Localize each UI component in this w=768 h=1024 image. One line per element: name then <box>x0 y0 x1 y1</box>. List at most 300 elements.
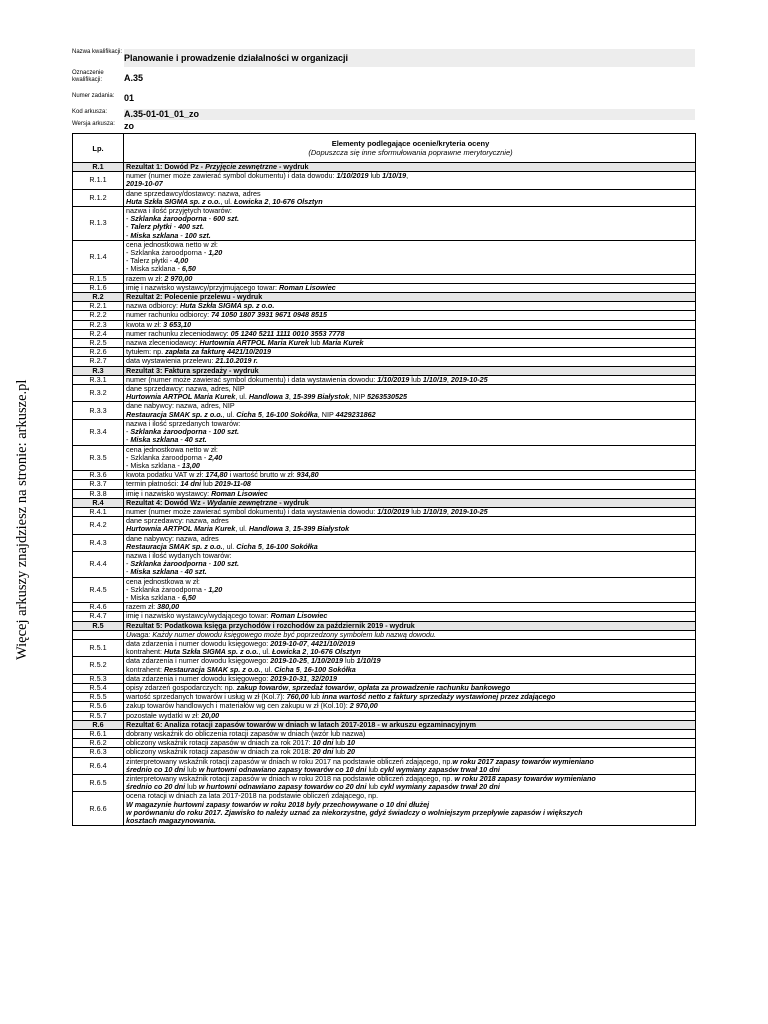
criteria-text: 2,40 <box>208 452 223 462</box>
criteria-text: numer rachunku zleceniodawcy: <box>126 329 231 338</box>
criteria-text: , NIP <box>349 392 368 402</box>
criteria-text: dobrany wskaźnik do obliczenia rotacji zapasów w dniach (wzór lub nazwa) <box>126 729 366 738</box>
criteria-line <box>126 348 695 356</box>
criteria-line <box>126 666 695 674</box>
criteria-line <box>126 783 695 791</box>
criteria-line <box>126 721 695 729</box>
criteria-text: nazwa i ilość wydanych towarów: <box>126 551 232 560</box>
table-row <box>73 775 696 792</box>
criteria-text: Rezultat 2: Polecenie przelewu - wydruk <box>126 292 263 302</box>
criteria-text: kosztach magazynowania. <box>126 816 216 826</box>
criteria-text: lub <box>185 764 199 774</box>
table-row <box>73 311 696 320</box>
criteria-text: 32/2019 <box>311 674 338 683</box>
table-row <box>73 612 696 621</box>
criteria-line <box>126 631 695 639</box>
criteria-text: lub <box>333 738 347 748</box>
section-row <box>73 293 696 302</box>
criteria-text: 2019-10-07 <box>126 179 163 189</box>
table-row <box>73 674 696 683</box>
criteria-text: nazwa i ilość przyjętych towarów: <box>126 206 232 216</box>
table-row <box>73 274 696 283</box>
criteria-text: , ul. <box>222 541 237 551</box>
criteria-text: 2 970,00 <box>164 274 193 283</box>
criteria-text: zapłata za fakturę 4421/10/2019 <box>165 347 272 357</box>
criteria-text: 2019-10-07 <box>270 639 308 648</box>
criteria-text: lub <box>201 479 215 489</box>
header-value: Planowanie i prowadzenie działalności w organizacji <box>124 49 695 67</box>
table-row <box>73 445 696 471</box>
criteria-text: nazwa odbiorcy: <box>126 301 180 311</box>
criteria-text: W magazynie hurtowni zapasy towarów w roku 2018 były przechowywane o 10 dni dłużej <box>126 799 430 809</box>
criteria-text: 760,00 <box>286 692 309 702</box>
row-lp: R.3.4 <box>73 419 124 445</box>
row-criteria <box>124 348 696 357</box>
criteria-text: 5263530525 <box>367 392 408 402</box>
criteria-text: w roku 2017 zapasy towarów wymieniano <box>452 757 594 766</box>
criteria-text: - Szklanka żaroodporna - <box>126 452 209 462</box>
header-row <box>72 70 695 86</box>
row-lp: R.4.7 <box>73 612 124 621</box>
criteria-line <box>126 393 695 401</box>
criteria-text: 40 szt. <box>184 435 207 445</box>
row-lp: R.5.2 <box>73 657 124 674</box>
table-row <box>73 302 696 311</box>
criteria-line <box>126 817 695 825</box>
criteria-text: 13,00 <box>181 460 200 470</box>
table-row <box>73 507 696 516</box>
row-lp: R.6.6 <box>73 792 124 826</box>
criteria-text: - <box>126 435 131 445</box>
criteria-text: , <box>268 196 273 206</box>
criteria-line <box>126 249 695 257</box>
criteria-text: lub <box>368 171 383 181</box>
table-row <box>73 639 696 656</box>
header-row <box>72 121 695 131</box>
table-row <box>73 489 696 498</box>
column-criteria-subtitle: (Dopuszcza się inne sformułowania poprawne merytorycznie) <box>308 148 513 157</box>
criteria-text: razem w zł: <box>126 274 165 283</box>
criteria-text: , <box>288 524 293 534</box>
criteria-text: cena jednostkowa netto w zł: <box>126 240 218 249</box>
row-criteria <box>124 274 696 283</box>
row-lp: R.2.2 <box>73 311 124 320</box>
table-row <box>73 207 696 241</box>
section-row <box>73 498 696 507</box>
criteria-text: - wydruk <box>276 162 309 171</box>
criteria-text: 20 dni <box>312 747 334 757</box>
criteria-text: nazwa i ilość sprzedanych towarów: <box>126 419 241 428</box>
criteria-text: lub <box>308 338 323 348</box>
criteria-text: - <box>178 567 185 577</box>
criteria-text: , NIP <box>317 409 336 419</box>
criteria-text: Huta Szkła SIGMA sp. z o.o. <box>163 647 259 657</box>
criteria-text: Maria Kurek <box>322 338 364 348</box>
criteria-text: 100 szt. <box>213 559 240 569</box>
criteria-text: 10-676 Olsztyn <box>272 196 323 206</box>
row-lp: R.3.6 <box>73 471 124 480</box>
table-row <box>73 551 696 577</box>
row-lp: R.4.5 <box>73 577 124 603</box>
table-row <box>73 240 696 274</box>
table-row <box>73 357 696 366</box>
criteria-line <box>126 330 695 338</box>
criteria-text: 4,00 <box>174 256 189 266</box>
criteria-line <box>126 357 695 365</box>
criteria-line <box>126 684 695 692</box>
row-criteria <box>124 498 696 507</box>
criteria-text: Rezultat 4: Dowód Wz - <box>126 498 208 507</box>
criteria-text: 3 653,10 <box>163 320 192 329</box>
criteria-text: Roman Lisowiec <box>278 283 336 292</box>
criteria-text: cykl wymiany zapasów trwał 20 dni <box>380 782 500 792</box>
criteria-text: lub <box>333 747 347 757</box>
row-criteria <box>124 702 696 711</box>
row-criteria <box>124 240 696 274</box>
criteria-text: inna wartość netto z faktury sprzedaży wystawionej przez zdającego <box>322 692 556 702</box>
criteria-text: 100 szt. <box>213 427 240 437</box>
row-lp: R.1.1 <box>73 172 124 189</box>
row-lp: R.4.2 <box>73 517 124 534</box>
row-lp: R.1.5 <box>73 274 124 283</box>
criteria-text: , <box>446 375 451 384</box>
table-row <box>73 471 696 480</box>
criteria-text: - <box>206 427 214 437</box>
criteria-text: - <box>178 230 185 240</box>
criteria-text: 20 <box>346 747 355 757</box>
row-criteria <box>124 489 696 498</box>
criteria-text: data zdarzenia i numer dowodu księgowego: <box>126 656 271 666</box>
section-row <box>73 720 696 729</box>
criteria-text: - <box>126 427 131 437</box>
criteria-text: termin płatności: <box>126 479 181 489</box>
row-lp: R.2.1 <box>73 302 124 311</box>
row-criteria <box>124 283 696 292</box>
header-label: Nazwa kwalifikacji: <box>72 49 123 55</box>
criteria-line <box>126 586 695 594</box>
criteria-text: lub <box>409 507 423 516</box>
criteria-text: , ul. <box>260 664 275 674</box>
criteria-text: - Talerz płytki - <box>126 256 175 266</box>
table-row <box>73 702 696 711</box>
criteria-text: kwota w zł: <box>126 320 164 329</box>
row-lp: R.1.6 <box>73 283 124 292</box>
criteria-text: - wydruk <box>277 498 309 507</box>
row-lp: R.5.3 <box>73 674 124 683</box>
row-criteria <box>124 517 696 534</box>
row-criteria <box>124 357 696 366</box>
criteria-text: dane sprzedawcy: nazwa, adres <box>126 516 229 526</box>
criteria-line <box>126 339 695 347</box>
criteria-text: 600 szt. <box>213 214 240 224</box>
criteria-text: 2019-10-25 <box>270 656 308 666</box>
header-value: 01 <box>124 93 135 103</box>
row-criteria <box>124 730 696 739</box>
criteria-text: cykl wymiany zapasów trwał 10 dni <box>380 764 500 774</box>
row-criteria <box>124 402 696 419</box>
criteria-line <box>126 284 695 292</box>
criteria-text: imię i nazwisko wystawcy/przyjmującego towar: <box>126 283 279 292</box>
row-lp: R.4.6 <box>73 603 124 612</box>
criteria-text: razem zł: <box>126 602 158 612</box>
row-lp: R.1.2 <box>73 189 124 206</box>
criteria-text: 16-100 Sokółka <box>303 664 356 674</box>
criteria-text: Szklanka żaroodporna <box>130 427 207 437</box>
row-lp: R.6.4 <box>73 757 124 774</box>
section-row <box>73 366 696 375</box>
criteria-line <box>126 436 695 444</box>
criteria-text: numer rachunku odbiorcy: <box>126 310 212 320</box>
criteria-line <box>126 223 695 231</box>
criteria-line <box>126 428 695 436</box>
column-criteria-header <box>124 134 696 163</box>
criteria-text: lub <box>409 375 423 384</box>
criteria-line <box>126 180 695 188</box>
header-row <box>72 93 695 103</box>
criteria-line <box>126 257 695 265</box>
criteria-text: - Miska szklana - <box>126 264 182 274</box>
row-criteria <box>124 189 696 206</box>
criteria-text: Rezultat 5: Podatkowa księga przychodów i rozchodów za październik 2019 - wydruk <box>126 621 415 630</box>
criteria-text: 1/10/2019 <box>336 171 369 181</box>
row-lp: R.6.3 <box>73 748 124 757</box>
criteria-text: 74 1050 1807 3931 9671 0948 8515 <box>211 310 328 320</box>
criteria-line <box>126 302 695 310</box>
criteria-text: 6,50 <box>181 592 196 602</box>
criteria-text: 15-399 Białystok <box>292 524 350 534</box>
criteria-text: 1/10/19 <box>422 375 447 384</box>
criteria-line <box>126 490 695 498</box>
table-row <box>73 385 696 402</box>
row-lp: R.5.7 <box>73 711 124 720</box>
header-value: A.35-01-01_01_zo <box>124 109 695 120</box>
criteria-text: 6,50 <box>181 264 196 274</box>
criteria-line <box>126 462 695 470</box>
criteria-text: nazwa zleceniodawcy: <box>126 338 200 348</box>
criteria-text: 174,80 <box>205 470 228 480</box>
row-lp: R.4.1 <box>73 507 124 516</box>
criteria-text: dane sprzedawcy: nazwa, adres, NIP <box>126 384 245 394</box>
row-lp: R.3.7 <box>73 480 124 489</box>
row-criteria <box>124 775 696 792</box>
row-criteria <box>124 757 696 774</box>
row-criteria <box>124 480 696 489</box>
row-criteria <box>124 693 696 702</box>
criteria-line <box>126 480 695 488</box>
criteria-text: , <box>406 171 409 181</box>
criteria-text: - <box>126 214 131 224</box>
criteria-text: Hurtownia ARTPOL Maria Kurek <box>126 392 236 402</box>
criteria-text: Restauracja SMAK sp. z o.o. <box>126 541 223 551</box>
criteria-text: wartość sprzedanych towarów i usług w zł (Kol.7): <box>126 692 287 702</box>
criteria-text: 40 szt. <box>184 567 207 577</box>
criteria-text: 1/10/19 <box>382 171 407 181</box>
criteria-text: , <box>261 541 266 551</box>
header-row <box>72 109 695 120</box>
criteria-text: opłata za prowadzenie rachunku bankowego <box>358 683 511 692</box>
criteria-text: 100 szt. <box>184 230 211 240</box>
row-lp: R.2.7 <box>73 357 124 366</box>
row-criteria <box>124 657 696 674</box>
criteria-text: , <box>288 683 293 692</box>
row-lp: R.6.2 <box>73 739 124 748</box>
criteria-text: ocena rotacji w dniach za lata 2017-2018 na podstawie obliczeń zdającego, np. <box>126 791 379 801</box>
row-lp: R.6.1 <box>73 730 124 739</box>
criteria-text: Hurtownia ARTPOL Maria Kurek <box>126 524 236 534</box>
criteria-text: zakup towarów <box>236 683 289 692</box>
table-row <box>73 683 696 692</box>
criteria-text: obliczony wskaźnik rotacji zapasów w dniach za rok 2018: <box>126 747 313 757</box>
criteria-text: 1/10/19 <box>356 656 381 666</box>
criteria-text: 21.10.2019 r. <box>215 356 258 366</box>
column-criteria-title: Elementy podlegające ocenie/kryteria oceny <box>331 139 490 148</box>
row-lp: R.6.5 <box>73 775 124 792</box>
criteria-text: 4421/10/2019 <box>311 639 355 648</box>
row-lp: R.5.1 <box>73 639 124 656</box>
criteria-text: , <box>288 392 293 402</box>
criteria-line <box>126 543 695 551</box>
header-value: A.35 <box>124 73 144 83</box>
criteria-text: Wydanie zewnętrzne <box>207 498 278 507</box>
criteria-text: 1/10/2019 <box>377 507 410 516</box>
criteria-line <box>126 198 695 206</box>
criteria-text: lub <box>343 656 357 666</box>
criteria-line <box>126 739 695 747</box>
header-value: zo <box>124 121 134 131</box>
criteria-text: Huta Szkła SIGMA sp. z o.o. <box>126 196 221 206</box>
criteria-text: numer (numer może zawierać symbol dokumentu) i data dowodu: <box>126 171 337 181</box>
row-criteria <box>124 577 696 603</box>
criteria-line <box>126 454 695 462</box>
table-row <box>73 603 696 612</box>
row-criteria <box>124 302 696 311</box>
criteria-text: data zdarzenia i numer dowodu księgowego: <box>126 639 271 648</box>
criteria-text: Rezultat 1: Dowód Pz - <box>126 162 206 171</box>
criteria-text: Miska szklana <box>130 435 179 445</box>
criteria-text: 2 970,00 <box>349 701 378 711</box>
table-row <box>73 730 696 739</box>
row-lp: R.2.4 <box>73 329 124 338</box>
criteria-text: dane nabywcy: nazwa, adres <box>126 534 219 543</box>
criteria-text: - Szklanka żaroodporna - <box>126 248 209 258</box>
row-lp: R.2.5 <box>73 339 124 348</box>
row-criteria <box>124 329 696 338</box>
criteria-text: pozostałe wydatki w zł: <box>126 711 202 720</box>
criteria-text: 16-100 Sokółka <box>265 409 318 419</box>
row-criteria <box>124 603 696 612</box>
row-lp: R.5.5 <box>73 693 124 702</box>
criteria-text: Cicha 5 <box>236 409 262 419</box>
criteria-line <box>126 411 695 419</box>
criteria-text: 05 1240 5211 1111 0010 3553 7778 <box>230 329 345 338</box>
row-lp: R.1.4 <box>73 240 124 274</box>
criteria-line <box>126 471 695 479</box>
criteria-text: - <box>206 214 214 224</box>
criteria-text: 16-100 Sokółka <box>265 541 318 551</box>
criteria-text: sprzedaż towarów <box>292 683 355 692</box>
criteria-text: lub <box>366 782 381 792</box>
header-label: Wersja arkusza: <box>72 121 115 127</box>
criteria-text: - Szklanka żaroodporna - <box>126 584 209 594</box>
criteria-text: 1,20 <box>208 584 223 594</box>
criteria-text: - <box>206 559 214 569</box>
table-row <box>73 657 696 674</box>
criteria-line <box>126 293 695 301</box>
criteria-text: Miska szklana <box>130 230 179 240</box>
table-row <box>73 480 696 489</box>
row-lp: R.3.3 <box>73 402 124 419</box>
criteria-line <box>126 594 695 602</box>
row-criteria <box>124 320 696 329</box>
criteria-text: 4429231862 <box>335 409 376 419</box>
criteria-text: 934,80 <box>296 470 319 480</box>
row-lp: R.5.6 <box>73 702 124 711</box>
row-lp: R.5 <box>73 621 124 630</box>
row-criteria <box>124 172 696 189</box>
criteria-text: zakup towarów handlowych i materiałów wg cen zakupu w zł (Kol.10): <box>126 701 350 711</box>
row-criteria <box>124 711 696 720</box>
table-row <box>73 348 696 357</box>
table-header-row <box>73 134 696 163</box>
criteria-table <box>72 133 696 826</box>
criteria-text: - <box>126 567 131 577</box>
criteria-line <box>126 712 695 720</box>
table-row <box>73 375 696 384</box>
criteria-text: zinterpretowany wskaźnik rotacji zapasów w dniach w roku 2017 na podstawie obliczeń zdającego, np. <box>126 757 453 766</box>
criteria-line <box>126 499 695 507</box>
criteria-text: Uwaga: Każdy numer dowodu księgowego może być poprzedzony symbolem lub nazwą dowodu. <box>126 630 437 639</box>
criteria-text: i wartość brutto w zł: <box>227 470 297 480</box>
criteria-text: - Miska szklana - <box>126 592 182 602</box>
row-criteria <box>124 163 696 172</box>
table-row <box>73 339 696 348</box>
criteria-line <box>126 367 695 375</box>
criteria-text: 2019-10-25 <box>450 375 488 384</box>
section-row <box>73 621 696 630</box>
criteria-text: Rezultat 6: Analiza rotacji zapasów towarów w dniach w latach 2017-2018 - w arkuszu egzaminacyjnym <box>126 720 477 729</box>
criteria-text: Szklanka żaroodporna <box>130 559 207 569</box>
table-row <box>73 757 696 774</box>
criteria-text: 14 dni <box>180 479 202 489</box>
criteria-text: Roman Lisowiec <box>270 611 328 621</box>
criteria-text: Rezultat 3: Faktura sprzedaży - wydruk <box>126 366 259 375</box>
criteria-line <box>126 163 695 171</box>
row-criteria <box>124 792 696 826</box>
criteria-text: - Miska szklana - <box>126 460 182 470</box>
criteria-text: 2019-10-25 <box>450 507 488 516</box>
criteria-line <box>126 525 695 533</box>
criteria-text: 20,00 <box>201 711 220 720</box>
criteria-text: , <box>299 664 304 674</box>
row-lp: R.3 <box>73 366 124 375</box>
criteria-text: - <box>126 230 131 240</box>
table-row <box>73 792 696 826</box>
criteria-text: - <box>171 222 179 232</box>
row-criteria <box>124 612 696 621</box>
criteria-line <box>126 693 695 701</box>
criteria-text: w porównaniu do roku 2017. Zjawisko to należy uznać za niekorzystne, gdyż świadczy o wolniejszym przepływie zapasów i większych <box>126 807 583 817</box>
criteria-text: w roku 2018 zapasy towarów wymieniano <box>454 774 596 784</box>
row-lp: R.3.5 <box>73 445 124 471</box>
table-row <box>73 693 696 702</box>
criteria-text: numer (numer może zawierać symbol dokumentu) i data wystawienia dowodu: <box>126 375 378 384</box>
row-lp: R.4.4 <box>73 551 124 577</box>
row-lp: R.1.3 <box>73 207 124 241</box>
criteria-text: , <box>306 647 311 657</box>
criteria-line <box>126 603 695 611</box>
row-lp: R.5.4 <box>73 683 124 692</box>
criteria-text: 1/10/2019 <box>377 375 410 384</box>
